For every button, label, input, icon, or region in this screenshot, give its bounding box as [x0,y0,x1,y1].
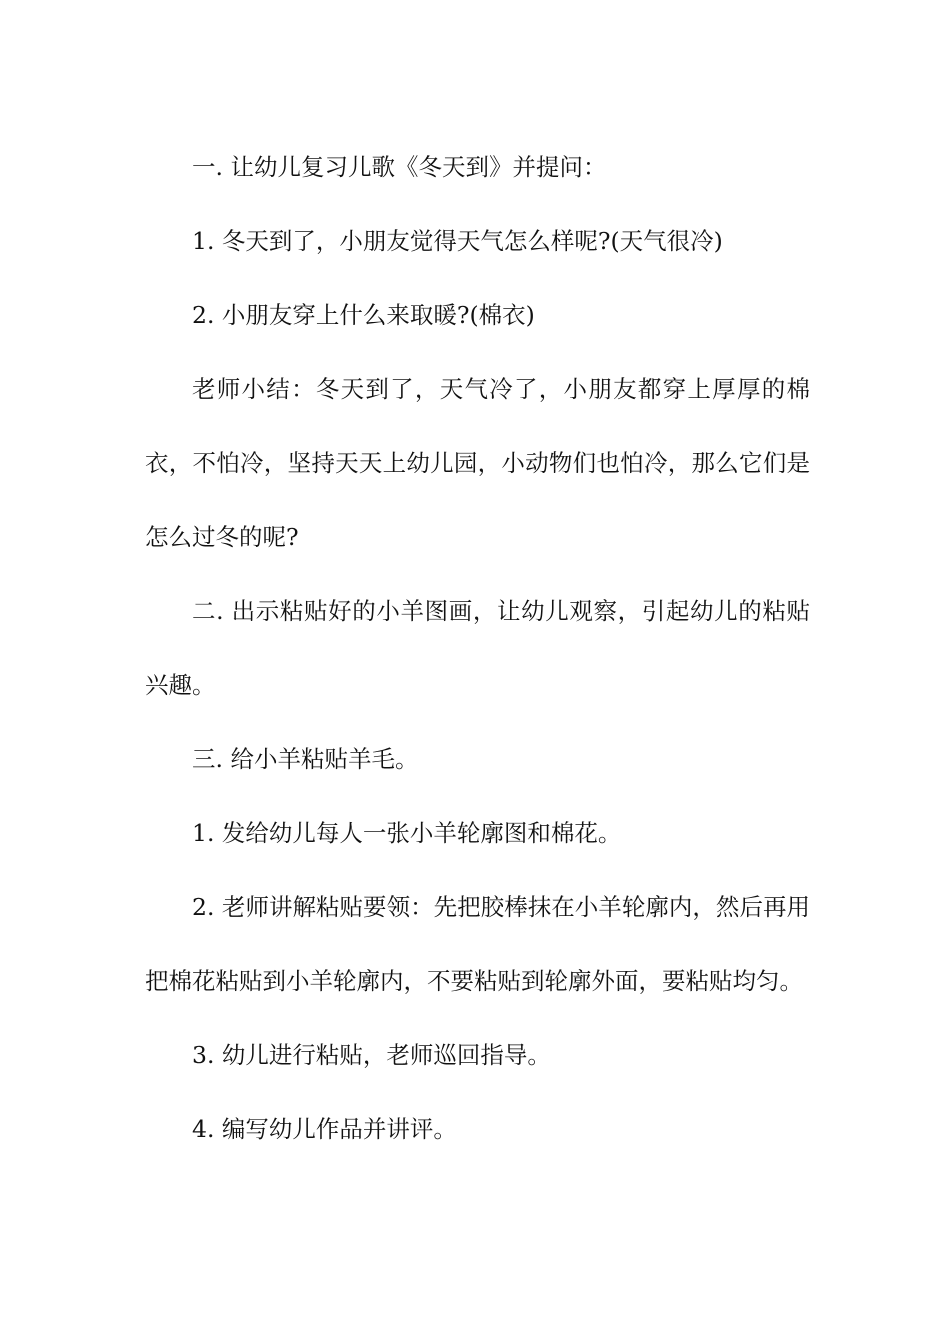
document-body [145,130,810,1166]
paragraph-step-3: 3. 幼儿进行粘贴，老师巡回指导。 [192,1041,551,1069]
paragraph-question-2: 2. 小朋友穿上什么来取暖?(棉衣) [192,301,535,329]
paragraph-step-4: 4. 编写幼儿作品并讲评。 [192,1115,457,1143]
paragraph-question-1: 1. 冬天到了，小朋友觉得天气怎么样呢?(天气很冷) [192,227,723,255]
paragraph-review-song: 一. 让幼儿复习儿歌《冬天到》并提问： [192,153,607,181]
paragraph-teacher-summary: 老师小结：冬天到了，天气冷了，小朋友都穿上厚厚的棉衣，不怕冷，坚持天天上幼儿园，小动物们也怕冷，那么它们是怎么过冬的呢? [145,375,810,551]
paragraph-step-2: 2. 老师讲解粘贴要领：先把胶棒抹在小羊轮廓内，然后再用把棉花粘贴到小羊轮廓内，不要粘贴到轮廓外面，要粘贴均匀。 [145,893,810,995]
paragraph-step-1: 1. 发给幼儿每人一张小羊轮廓图和棉花。 [192,819,622,847]
paragraph-paste-wool: 三. 给小羊粘贴羊毛。 [192,745,419,773]
paragraph-show-picture: 二. 出示粘贴好的小羊图画，让幼儿观察，引起幼儿的粘贴兴趣。 [145,597,810,699]
